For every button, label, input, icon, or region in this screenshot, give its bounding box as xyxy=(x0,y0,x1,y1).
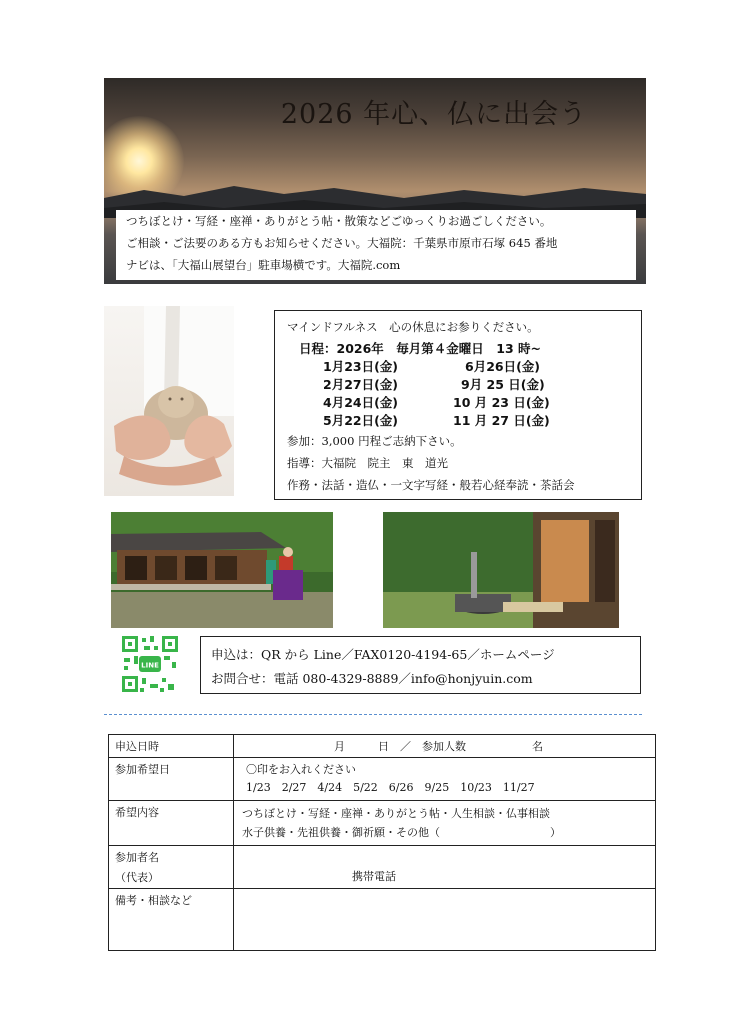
schedule-heading: 日程：2026年 毎月第４金曜日 13 時~ xyxy=(299,341,542,356)
form-field-preferred-date[interactable] xyxy=(234,758,656,801)
temple-icon xyxy=(111,512,333,628)
schedule-box xyxy=(274,310,642,500)
info-line-navi: ナビは、「大福山展望台」駐車場横です。大福院.com xyxy=(126,258,401,272)
date-right-2: 9月 25 日(金) xyxy=(461,377,545,392)
form-label-request: 希望内容 xyxy=(109,801,234,846)
date-left-3: 4月24日(金) xyxy=(323,395,399,410)
date-left-4: 5月22日(金) xyxy=(323,413,399,428)
date-left-1: 1月23日(金) xyxy=(323,359,399,374)
form-label-date: 申込日時 xyxy=(109,735,234,758)
schedule-guide: 指導：大福院 院主 東 道光 xyxy=(287,456,448,470)
schedule-fee: 参加：3,000 円程ご志納下さい。 xyxy=(287,434,462,448)
date-right-1: 6月26日(金) xyxy=(465,359,541,374)
qr-line-label: LINE xyxy=(141,661,159,670)
form-field-remarks[interactable] xyxy=(234,889,656,951)
cut-line xyxy=(104,714,642,715)
clay-buddha-photo xyxy=(104,306,234,496)
contact-box xyxy=(200,636,641,694)
temple-photo xyxy=(111,512,333,628)
line-qr-code[interactable] xyxy=(120,634,180,694)
preferred-date-options[interactable]: 1/23 2/27 4/24 5/22 6/26 9/25 10/23 11/27 xyxy=(246,781,535,794)
participant-rep-label: （代表） xyxy=(115,871,159,884)
request-options-1[interactable]: つちぼとけ・写経・座禅・ありがとう帖・人生相談・仏事相談 xyxy=(242,807,550,820)
preferred-date-note: 〇印をお入れください xyxy=(246,763,356,776)
info-line-address: ご相談・ご法要のある方もお知らせください。大福院：千葉県市原市石塚 645 番地 xyxy=(126,236,558,250)
banner-info-box xyxy=(116,210,636,280)
schedule-intro: マインドフルネス 心の休息にお参りください。 xyxy=(287,320,539,334)
date-left-2: 2月27日(金) xyxy=(323,377,399,392)
form-label-participant xyxy=(109,846,234,889)
banner-title: 2026 年心、仏に出会う xyxy=(280,99,588,130)
info-line-activities: つちぼとけ・写経・座禅・ありがとう帖・散策などごゆっくりお過ごしください。 xyxy=(126,214,552,228)
application-form xyxy=(108,734,656,951)
header-banner xyxy=(104,78,646,284)
apply-info: 申込は：QR から Line／FAX0120-4194-65／ホームページ xyxy=(211,647,555,662)
form-field-participant[interactable] xyxy=(234,846,656,889)
participant-label: 参加者名 xyxy=(115,851,159,864)
form-label-preferred-date: 参加希望日 xyxy=(109,758,234,801)
inquiry-info: お問合せ：電話 080-4329-8889／info@honjyuin.com xyxy=(211,671,533,686)
date-right-3: 10 月 23 日(金) xyxy=(453,395,550,410)
hands-buddha-icon xyxy=(104,306,234,496)
schedule-activities: 作務・法話・造仏・一文字写経・般若心経奉読・茶話会 xyxy=(287,478,575,492)
mobile-phone-label: 携帯電話 xyxy=(352,870,396,883)
request-options-2[interactable]: 水子供養・先祖供養・御祈願・その他（ ） xyxy=(242,826,561,839)
garden-photo xyxy=(383,512,619,628)
form-field-request[interactable] xyxy=(234,801,656,846)
date-right-4: 11 月 27 日(金) xyxy=(453,413,550,428)
form-field-date-count[interactable]: 月 日 ／ 参加人数 名 xyxy=(234,735,656,758)
form-label-remarks: 備考・相談など xyxy=(109,889,234,951)
garden-icon xyxy=(383,512,619,628)
